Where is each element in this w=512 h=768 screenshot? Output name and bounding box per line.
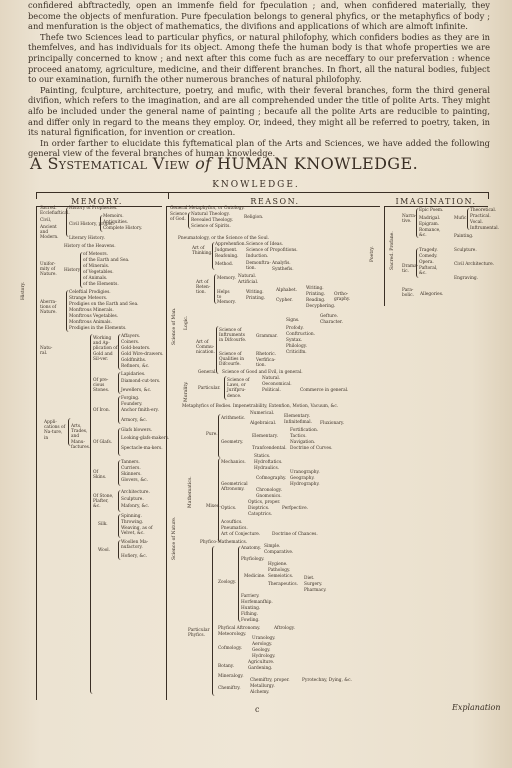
reason-judgment: Judgment. bbox=[215, 248, 238, 253]
reason-tactics: Tactics. bbox=[290, 434, 307, 439]
reason-conjecture: Art of Conjecture. bbox=[221, 532, 261, 537]
reason-induction: Induction. bbox=[246, 254, 269, 259]
memory-aberration-4: Monftrous Vegetables. bbox=[69, 314, 119, 319]
reason-chemistry: Chemiftry. bbox=[218, 686, 241, 691]
reason-aerology: Aerology. bbox=[252, 642, 273, 647]
reason-decyphering: Decyphering. bbox=[306, 304, 336, 309]
imagination-practical: Practical. bbox=[470, 214, 491, 219]
reason-elementary: Elementary. bbox=[284, 414, 311, 419]
reason-chronology: Chronology. bbox=[256, 488, 282, 493]
memory-complete: Complete History. bbox=[103, 226, 143, 231]
side-label-man: Science of Man. bbox=[172, 307, 177, 345]
reason-geo-astronomy: Geometrical Aftronomy. bbox=[221, 482, 248, 493]
memory-literary: Literary History. bbox=[69, 236, 105, 241]
memory-sacred-1: Ecclefiaftical. bbox=[40, 211, 70, 216]
reason-statics: Statics. bbox=[254, 454, 271, 459]
imagination-engraving: Engraving. bbox=[454, 276, 478, 281]
tree-root: KNOWLEDGE. bbox=[212, 180, 300, 190]
reason-catoptrics: Catoptrics. bbox=[248, 512, 273, 517]
memory-glass-item: Glafs blowers. bbox=[121, 428, 153, 433]
reason-science-qualities: Science of Qualities in Difcourfe. bbox=[219, 352, 244, 368]
reason-hydrology: Hydrology. bbox=[252, 654, 276, 659]
memory-meteors-3: of Vegetables. bbox=[83, 270, 114, 275]
signature-mark: c bbox=[255, 705, 260, 714]
imagination-sacred-profane: Sacred. Profane. bbox=[390, 231, 395, 270]
memory-civil: Civil History, proper. bbox=[69, 222, 115, 227]
reason-mechanics: Mechanics. bbox=[221, 460, 246, 465]
reason-uranology: Uranology. bbox=[252, 636, 276, 641]
reason-fortification: Fortification. bbox=[290, 428, 319, 433]
memory-sacred-0: Sacred. bbox=[40, 206, 57, 211]
memory-working-item: Goldfmiths. bbox=[121, 358, 147, 363]
reason-helps-writing: Writing. bbox=[246, 290, 264, 295]
reason-cosmography: Cofmography. bbox=[256, 476, 287, 481]
title-suffix: HUMAN KNOWLEDGE. bbox=[217, 154, 419, 173]
reason-memory: Memory. bbox=[217, 276, 236, 281]
memory-working-item: Gold-beaters. bbox=[121, 346, 151, 351]
reason-rhetoric: Rhetoric. bbox=[256, 352, 277, 357]
reason-geometry-elementary: Elementary. bbox=[252, 434, 279, 439]
reason-physico-math: Phyfico-Mathematics. bbox=[200, 540, 248, 545]
reason-science-spirits: Science of Spirits. bbox=[191, 224, 231, 229]
reason-physical-astronomy: Phyfical Aftronomy. bbox=[218, 626, 261, 631]
reason-synthesis: Synthefis. bbox=[272, 267, 294, 272]
reason-versification: Verfifica-tion. bbox=[256, 358, 276, 369]
memory-silk-item: Spinning. bbox=[121, 514, 142, 519]
imagination-music: Mufic. bbox=[454, 216, 468, 221]
memory-uses-sub: Arts, Trades, and Manu-factures. bbox=[71, 424, 91, 450]
memory-spine bbox=[36, 206, 37, 700]
reason-semeiotics: Semeiotics. bbox=[268, 574, 294, 579]
reason-therapeutics: Therapeutics. bbox=[268, 582, 298, 587]
memory-meteors-1: of the Earth and Sea. bbox=[83, 258, 130, 263]
reason-general-detail: Science of Good and Evil, in general. bbox=[222, 370, 303, 375]
drop-line bbox=[36, 192, 37, 199]
imagination-sculpture: Sculpture. bbox=[454, 248, 477, 253]
memory-aberration-5: Monftrous Animals. bbox=[69, 320, 112, 325]
reason-chemistry-proper: Chemiftry, proper. bbox=[250, 678, 290, 683]
reason-memory-artificial: Artificial. bbox=[238, 280, 259, 285]
reason-anatomy: Anatomy. bbox=[241, 546, 262, 551]
reason-physiology: Phyfiology. bbox=[241, 557, 265, 562]
memory-skins: Of Skins. bbox=[93, 470, 107, 481]
memory-aberration-2: Prodigies on the Earth and Sea. bbox=[69, 302, 139, 307]
reason-hunting: Hunting. bbox=[241, 606, 261, 611]
memory-precious-item: Diamond-cut-ters. bbox=[121, 379, 161, 384]
reason-writing: Writing. bbox=[306, 286, 324, 291]
reason-fluxionary: Fluxionary. bbox=[320, 421, 345, 426]
memory-wool-item: Hofiery, &c. bbox=[121, 554, 147, 559]
reason-simple: Simple. bbox=[264, 544, 281, 549]
memory-precious-item: Lapidaries. bbox=[121, 372, 146, 377]
memory-antiquities: Antiquities. bbox=[103, 220, 129, 225]
imagination-epigram: Epigram. bbox=[419, 222, 440, 227]
side-label-logic: Logic. bbox=[184, 315, 189, 330]
reason-construction: Conftruction. bbox=[286, 332, 316, 337]
reason-curves: Doctrine of Curves. bbox=[290, 446, 333, 451]
memory-uniformity: Unifor-mity of Nature. bbox=[40, 262, 57, 278]
root-rule bbox=[36, 192, 488, 193]
memory-meteors-2: of Minerals. bbox=[83, 264, 110, 269]
reason-arithmetic: Arithmetic. bbox=[221, 416, 246, 421]
memory-heavens: History of the Heavens. bbox=[64, 244, 116, 249]
side-label-morals: Morality. bbox=[184, 381, 189, 402]
memory-stone-item: Architecture. bbox=[121, 490, 150, 495]
reason-prosody: Profody. bbox=[286, 326, 304, 331]
reason-criticism: Criticifm. bbox=[286, 350, 307, 355]
memory-silk-item: Weaving, as of Velvet, &c. bbox=[121, 526, 153, 537]
reason-hydraulics: Hydraulics. bbox=[254, 466, 280, 471]
memory-meteors-0: of Meteors. bbox=[83, 252, 108, 257]
imagination-vocal: Vocal. bbox=[470, 220, 484, 225]
reason-demonstration: Demonftra-tion. bbox=[246, 261, 271, 272]
reason-science-propositions: Science of Propofitions. bbox=[246, 248, 298, 253]
reason-acoustics: Acouftics. bbox=[221, 520, 243, 525]
imagination-comedy: Comedy. bbox=[419, 254, 438, 259]
imagination-parabolic: Para-bolic. bbox=[402, 288, 414, 299]
reason-commerce: Commerce in general. bbox=[300, 388, 349, 393]
reason-numerical: Numerical. bbox=[250, 411, 275, 416]
memory-skins-item: Curriers. bbox=[121, 466, 141, 471]
reason-reasoning: Reafoning. bbox=[215, 254, 239, 259]
reason-perspective: Perfpective. bbox=[282, 506, 309, 511]
reason-printing: Printing. bbox=[306, 292, 326, 297]
reason-art-retention: Art of Reten-tion. bbox=[196, 280, 211, 296]
reason-diet: Diet. bbox=[304, 576, 315, 581]
column-imagination: IMAGINATION. bbox=[395, 197, 477, 206]
reason-geography: Geography. bbox=[290, 476, 315, 481]
memory-working-item: Gold Wire-drawers. bbox=[121, 352, 164, 357]
reason-science-ideas: Science of Ideas. bbox=[246, 242, 284, 247]
memory-glass: Of Glafs. bbox=[93, 440, 113, 445]
reason-hygiene: Hygiene. bbox=[268, 562, 288, 567]
reason-art-thinking: Art of Thinking. bbox=[192, 246, 213, 257]
reason-orthography: Ortho-graphy. bbox=[334, 292, 351, 303]
imagination-allegories: Allegories. bbox=[420, 292, 444, 297]
imagination-madrigal: Madrigal. bbox=[419, 216, 441, 221]
title-prefix: A Systematical View bbox=[30, 154, 190, 173]
reason-agriculture: Agriculture. bbox=[248, 660, 275, 665]
imagination-narrative: Narra-tive. bbox=[402, 214, 417, 225]
memory-memoirs: Memoirs. bbox=[103, 214, 124, 219]
reason-character: Character. bbox=[320, 320, 343, 325]
reason-farriery: Farriery. bbox=[241, 594, 260, 599]
imagination-painting: Painting. bbox=[454, 234, 474, 239]
memory-working-item: Affayers. bbox=[121, 334, 141, 339]
memory-aberrations-head: Aberra-tions of Nature. bbox=[40, 300, 57, 316]
reason-grammar: Grammar. bbox=[256, 334, 278, 339]
drop-line bbox=[488, 192, 489, 199]
reason-algebraical: Algebraical. bbox=[250, 421, 277, 426]
reason-fowling: Fowling. bbox=[241, 618, 260, 623]
memory-precious: Of pre-cious Stones. bbox=[93, 378, 110, 394]
imagination-spine bbox=[384, 206, 385, 306]
reason-fishing: Fifhing. bbox=[241, 612, 258, 617]
reason-alphabet: Alphabet. bbox=[276, 288, 297, 293]
reason-mixed: Mixed. bbox=[206, 504, 221, 509]
reason-pure: Pure. bbox=[206, 432, 218, 437]
reason-comparative: Comparative. bbox=[264, 550, 294, 555]
memory-skins-item: Glovers, &c. bbox=[121, 478, 148, 483]
reason-general: General. bbox=[198, 370, 217, 375]
column-rule bbox=[384, 206, 488, 207]
reason-general-metaphysics: General Metaphyfics, or Ontology. bbox=[170, 206, 245, 211]
drop-line bbox=[168, 192, 169, 199]
reason-optics: Optics. bbox=[221, 506, 237, 511]
reason-chances: Doctrine of Chances. bbox=[272, 532, 318, 537]
imagination-pastoral: Paftoral, &c. bbox=[419, 266, 438, 277]
memory-aberration-3: Monftrous Minerals. bbox=[69, 308, 114, 313]
reason-metallurgy: Metallurgy. bbox=[250, 684, 275, 689]
brace bbox=[212, 546, 215, 696]
reason-science-instruments: Science of Inftruments in Difcourfe. bbox=[219, 328, 247, 344]
reason-geometry: Geometry. bbox=[221, 440, 244, 445]
reason-uranography: Uranography. bbox=[290, 470, 320, 475]
reason-spine bbox=[166, 206, 167, 700]
reason-astrology: Aftrology. bbox=[274, 626, 295, 631]
memory-stone: Of Stone, Plafter, &c. bbox=[93, 494, 114, 510]
reason-gesture: Gefture. bbox=[320, 314, 339, 319]
reason-meteorology: Meteorology. bbox=[218, 632, 247, 637]
memory-iron-item: Anchor fmith-ery. bbox=[121, 408, 159, 413]
memory-stone-item: Mafonry, &c. bbox=[121, 504, 150, 509]
reason-particular: Particular. bbox=[198, 386, 221, 391]
reason-helps-printing: Printing. bbox=[246, 296, 266, 301]
reason-dioptrics: Dioptrics. bbox=[248, 506, 270, 511]
reason-navigation: Navigation. bbox=[290, 440, 316, 445]
reason-optics-proper: Optics, proper. bbox=[248, 500, 281, 505]
reason-philology: Philology. bbox=[286, 344, 307, 349]
memory-prophecies: History of Prophecies. bbox=[69, 206, 118, 211]
reason-natural-theology: Natural Theology. bbox=[191, 212, 230, 217]
reason-gnomonics: Gnomonics. bbox=[256, 494, 282, 499]
reason-botany: Botany. bbox=[218, 664, 235, 669]
memory-working-item: Refiners, &c. bbox=[121, 364, 150, 369]
reason-jurisprudence: Science of Laws, or Jurifpru-dence. bbox=[227, 378, 250, 399]
memory-sacred-2: Civil, bbox=[40, 218, 52, 223]
reason-pharmacy: Pharmacy. bbox=[304, 588, 327, 593]
intro-paragraph: Painting, fculpture, architecture, poetry, and mufic, with their feveral branches, form the third general divifion, which refers to the imagination, and are all comprehended under the title of polite Arts. They might alfo be included under the general name of painting ; becaufe all the polite Arts are reducible to painting, and differ only in regard to the means they employ. Or, indeed, they might all be referred to poetry, taken, in its natural fignification, for invention or creation. bbox=[28, 84, 490, 138]
reason-art-communication: Art of Commu-nication. bbox=[196, 340, 215, 356]
memory-silk-item: Throwing. bbox=[121, 520, 144, 525]
reason-pneumatics: Pneumatics. bbox=[221, 526, 248, 531]
memory-wool: Wool. bbox=[98, 548, 111, 553]
memory-iron-item: Armory, &c. bbox=[121, 418, 148, 423]
side-label-math: Mathematics. bbox=[188, 476, 193, 508]
memory-precious-item: Jewellers, &c. bbox=[121, 388, 152, 393]
memory-skins-item: Tanners. bbox=[121, 460, 140, 465]
imagination-romance: Romance, &c. bbox=[419, 228, 441, 239]
imagination-tragedy: Tragedy. bbox=[419, 248, 438, 253]
memory-aberration-6: Prodigies in the Elements. bbox=[69, 326, 127, 331]
memory-meteors-4: of Animals. bbox=[83, 276, 108, 281]
reason-zoology: Zoology. bbox=[218, 580, 237, 585]
column-memory: MEMORY. bbox=[71, 197, 123, 206]
reason-cypher: Cypher. bbox=[276, 298, 293, 303]
memory-wool-item: Woollen Ma-nufactory. bbox=[121, 540, 149, 551]
reason-religion: Religion. bbox=[244, 215, 264, 220]
memory-working-item: Coiners. bbox=[121, 340, 140, 345]
imagination-architecture: Civil Architecture. bbox=[454, 262, 495, 267]
intro-paragraph: Thefe two Sciences lead to particular phyfics, or natural philofophy, which confiders bodies as they are in themfelves, and has individuals for its object. Among thefe the human body is that whofe properties we are principally concerned to know ; and next after this come fuch as are neceffary to our prefervation : whence proceed anatomy, agriculture, medicine, and their different branches. In fhort, all the natural bodies, fubject to our examination, furnifh the other numerous branches of natural philofophy. bbox=[28, 31, 490, 85]
memory-iron-item: Foundery. bbox=[121, 402, 143, 407]
reason-infinitesimal: Infinitefimal. bbox=[284, 420, 312, 425]
page-title bbox=[30, 154, 490, 173]
reason-horsemanship: Horfemanfhip. bbox=[241, 600, 273, 605]
reason-apprehension: Apprehenfion. bbox=[215, 242, 246, 247]
reason-medicine: Medicine. bbox=[244, 574, 266, 579]
reason-signs: Signs. bbox=[286, 318, 300, 323]
reason-metaphysics-bodies: Metaphyfics of Bodies. Impenetrability, Extenfion, Motion, Vacuum, &c. bbox=[182, 404, 339, 409]
intro-paragraph: confidered abftractedly, open an immenfe field for fpeculation ; and, when confidered materially, they become the objects of menfuration. Pure fpeculation belongs to general phyfics, or the metaphyfics of body ; and menfuration is the object of mathematics, the divifions and applications of which are almoft infinite. bbox=[28, 0, 490, 32]
memory-skins-item: Skinners. bbox=[121, 472, 142, 477]
reason-gardening: Gardening. bbox=[248, 666, 273, 671]
reason-geometry-transcendental: Tranfcendental. bbox=[252, 446, 287, 451]
reason-revealed-theology: Revealed Theology. bbox=[191, 218, 234, 223]
reason-particular-physics: Particular Phyfics. bbox=[188, 628, 210, 639]
reason-geology: Geology. bbox=[252, 648, 271, 653]
title-of: of bbox=[195, 154, 212, 173]
imagination-opera: Opera. bbox=[419, 260, 434, 265]
memory-aberration-1: Strange Meteors. bbox=[69, 296, 108, 301]
memory-sacred-3: Ancient and Modern. bbox=[40, 225, 59, 241]
reason-science-god: Science of God. bbox=[170, 212, 187, 223]
catchword: Explanation bbox=[452, 703, 501, 712]
reason-hydrostatics: Hydroftatics. bbox=[254, 460, 283, 465]
side-label-history: History. bbox=[21, 281, 26, 300]
memory-history-word: History bbox=[64, 268, 81, 273]
reason-method: Method. bbox=[215, 262, 234, 267]
reason-analysis: Analyfis. bbox=[272, 261, 291, 266]
reason-pathology: Pathology. bbox=[268, 568, 291, 573]
imagination-epic: Epic Poem. bbox=[419, 208, 444, 213]
reason-alchemy: Alchemy. bbox=[250, 690, 270, 695]
memory-glass-item: Looking-glafs-makers. bbox=[121, 436, 170, 441]
reason-memory-natural: Natural. bbox=[238, 274, 257, 279]
memory-aberration-0: Celeftial Prodigies. bbox=[69, 290, 111, 295]
memory-natural-head: Natu-ral. bbox=[40, 346, 53, 357]
memory-iron-item: Forging. bbox=[121, 396, 140, 401]
reason-reading: Reading. bbox=[306, 298, 326, 303]
memory-meteors-5: of the Elements. bbox=[83, 282, 119, 287]
side-label-nature: Science of Nature. bbox=[172, 516, 177, 560]
reason-pyrotechny: Pyrotechny, Dying, &c. bbox=[302, 678, 352, 683]
reason-cosmology: Cofmology. bbox=[218, 646, 243, 651]
reason-pneumatology: Pneumatology, or the Science of the Soul. bbox=[178, 236, 269, 241]
reason-political: Political. bbox=[262, 388, 281, 393]
memory-working: Working and Ap-plication of Gold and Sil-ver. bbox=[93, 336, 118, 362]
column-reason: REASON. bbox=[250, 197, 300, 206]
reason-oeconomical: Oeconomical. bbox=[262, 382, 292, 387]
imagination-instrumental: Inftrumental. bbox=[470, 226, 500, 231]
reason-hydrography: Hydrography. bbox=[290, 482, 320, 487]
memory-iron: Of Iron. bbox=[93, 408, 110, 413]
reason-helps: Helps to Memory. bbox=[217, 290, 236, 306]
memory-glass-item: Spectacle-ma-kers. bbox=[121, 446, 163, 451]
side-label-poetry: Poetry. bbox=[370, 246, 375, 262]
memory-stone-item: Sculpture. bbox=[121, 497, 144, 502]
reason-natural-law: Natural. bbox=[262, 376, 281, 381]
reason-syntax: Syntax. bbox=[286, 338, 303, 343]
imagination-dramatic: Drama-tic. bbox=[402, 264, 419, 275]
reason-mineralogy: Mineralogy. bbox=[218, 674, 244, 679]
imagination-theoretical: Theoretical. bbox=[470, 208, 497, 213]
intro-text bbox=[28, 0, 490, 159]
memory-silk: Silk. bbox=[98, 522, 108, 527]
memory-uses-head: Appli-cations of Na-ture, in bbox=[44, 420, 66, 441]
reason-surgery: Surgery. bbox=[304, 582, 323, 587]
intro-paragraph: In order farther to elucidate this fyftematical plan of the Arts and Sciences, we have added the following general view of the feveral branches of human knowledge. bbox=[28, 137, 490, 159]
